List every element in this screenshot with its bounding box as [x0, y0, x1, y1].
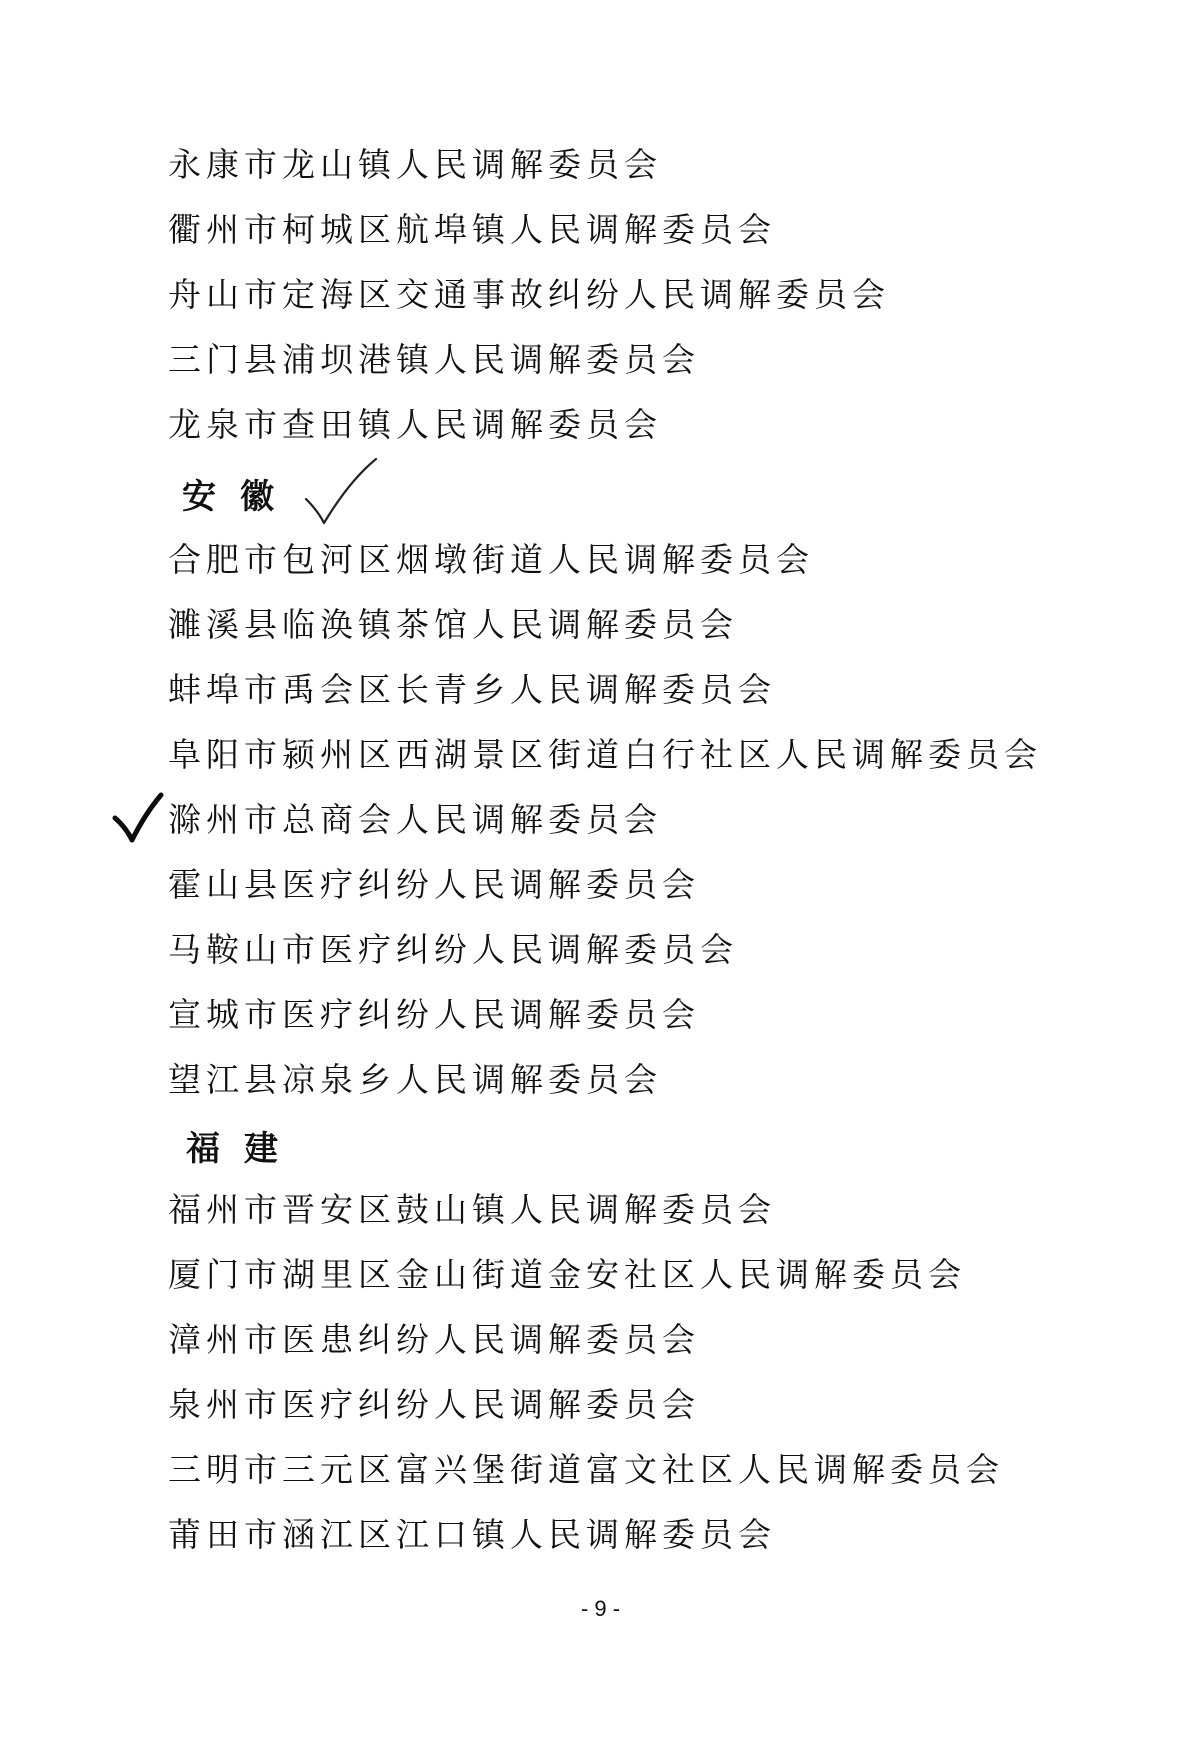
list-item: 衢州市柯城区航埠镇人民调解委员会	[168, 210, 776, 249]
section-heading: 福建	[186, 1129, 302, 1169]
list-item: 蚌埠市禹会区长青乡人民调解委员会	[168, 670, 776, 709]
list-item: 莆田市涵江区江口镇人民调解委员会	[168, 1515, 776, 1554]
list-item: 霍山县医疗纠纷人民调解委员会	[168, 865, 700, 904]
list-item: 阜阳市颍州区西湖景区街道白行社区人民调解委员会	[168, 735, 1042, 774]
list-item: 望江县凉泉乡人民调解委员会	[168, 1060, 662, 1099]
list-item: 龙泉市查田镇人民调解委员会	[168, 405, 662, 444]
list-item: 福州市晋安区鼓山镇人民调解委员会	[168, 1190, 776, 1229]
list-item: 舟山市定海区交通事故纠纷人民调解委员会	[168, 275, 890, 314]
list-item: 三门县浦坝港镇人民调解委员会	[168, 340, 700, 379]
list-item: 马鞍山市医疗纠纷人民调解委员会	[168, 930, 738, 969]
checkmark-icon	[302, 455, 380, 527]
page-number: - 9 -	[580, 1596, 621, 1621]
list-item: 厦门市湖里区金山街道金安社区人民调解委员会	[168, 1255, 966, 1294]
checkmark-icon	[112, 792, 164, 844]
section-heading: 安徽	[182, 477, 298, 517]
list-item: 漳州市医患纠纷人民调解委员会	[168, 1320, 700, 1359]
list-item: 宣城市医疗纠纷人民调解委员会	[168, 995, 700, 1034]
list-item: 濉溪县临涣镇茶馆人民调解委员会	[168, 605, 738, 644]
list-item: 滁州市总商会人民调解委员会	[168, 800, 662, 839]
list-item: 泉州市医疗纠纷人民调解委员会	[168, 1385, 700, 1424]
list-item: 永康市龙山镇人民调解委员会	[168, 145, 662, 184]
list-item: 合肥市包河区烟墩街道人民调解委员会	[168, 540, 814, 579]
list-item: 三明市三元区富兴堡街道富文社区人民调解委员会	[168, 1450, 1004, 1489]
